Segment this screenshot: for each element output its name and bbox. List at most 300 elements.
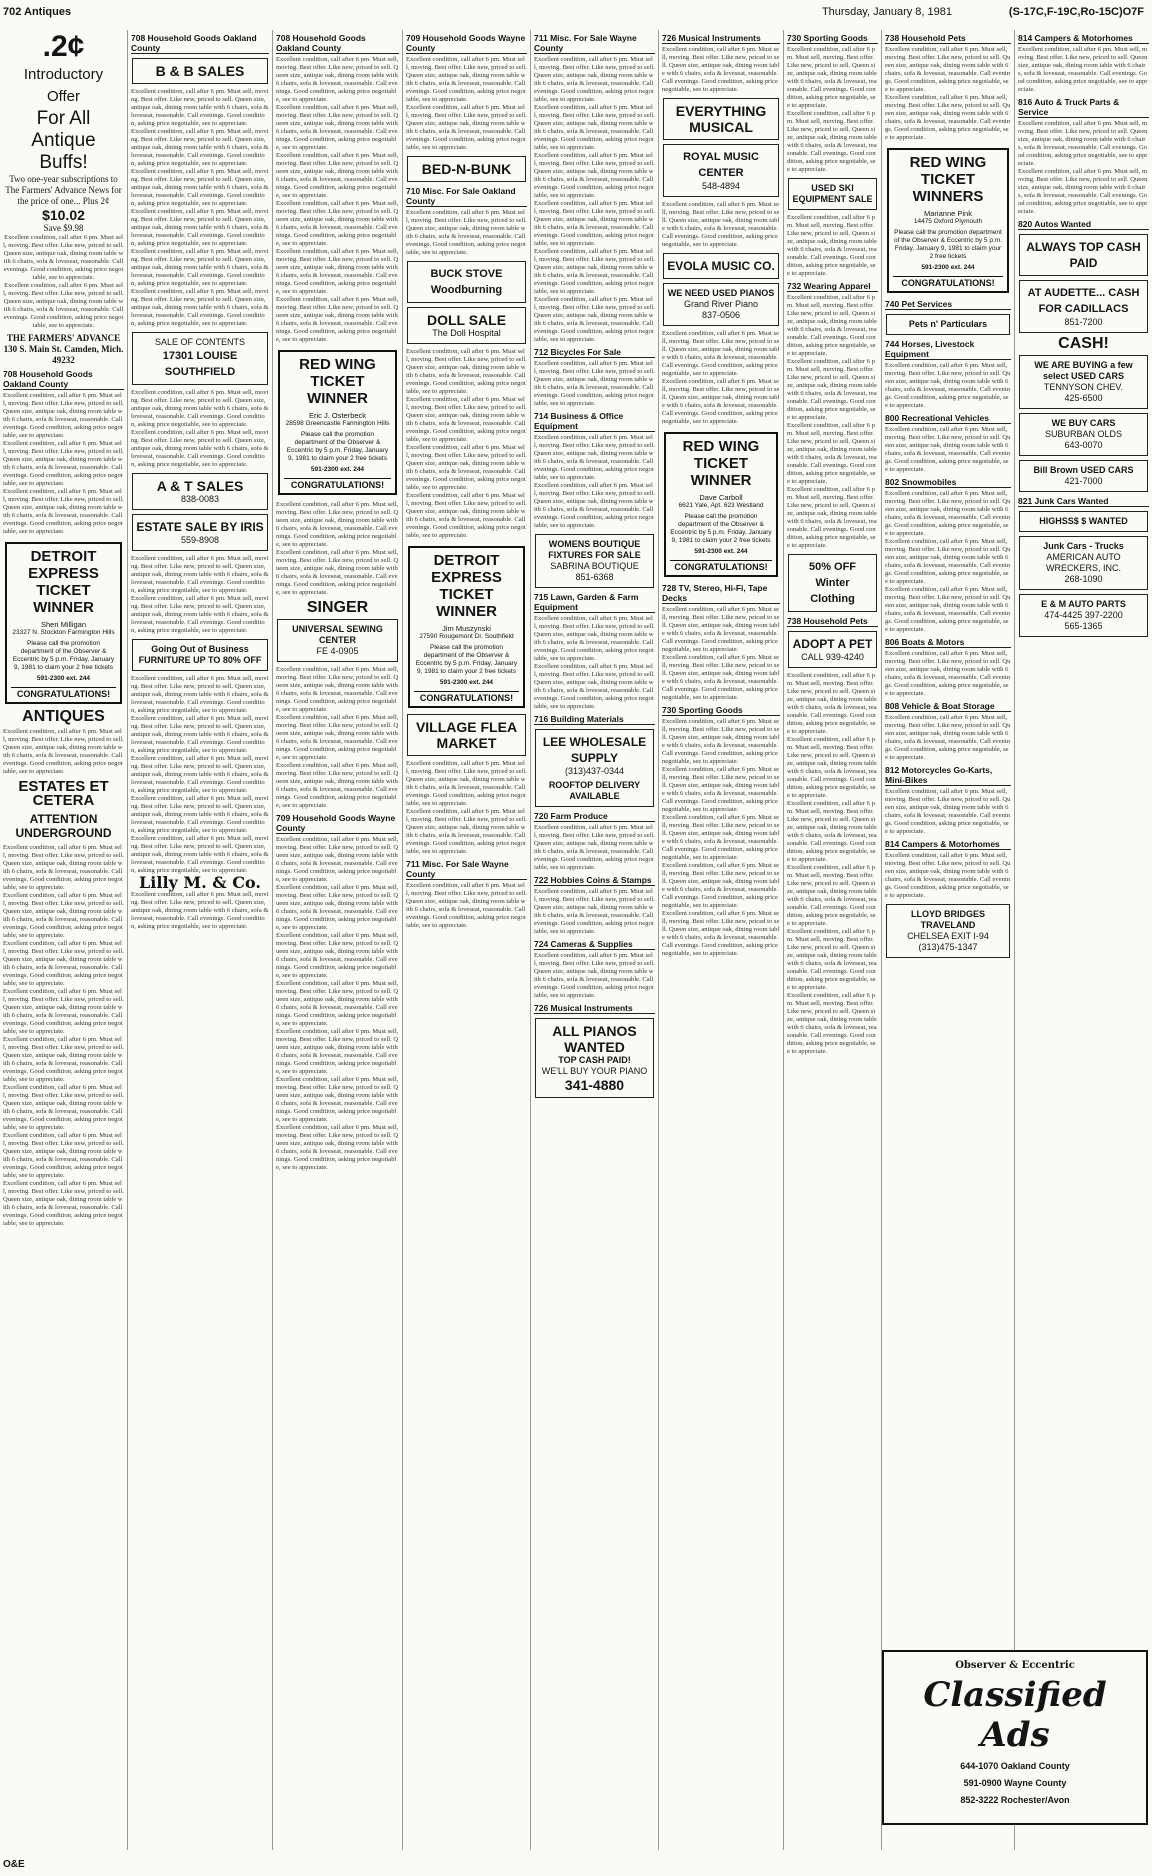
at-sales-ad — [132, 473, 268, 510]
filler-text: Excellent condition, call after 6 pm. Must sell, moving. Best offer. Like new, priced to sell. Queen size, antique oak, dining room table with 6 chairs, sofa & loveseat, reasonable. Call evenings. Good condition, asking price negotiable, see to appreciate. — [3, 1084, 124, 1131]
ad-title: LEE WHOLESALE SUPPLY — [542, 735, 647, 765]
filler-text: Excellent condition, call after 6 pm. Must sell, moving. Best offer. Like new, priced to sell. Queen size, antique oak, dining room table with 6 chairs, sofa & loveseat, reasonable. Call evenings. Good condition, asking price negotiable, see to appreciate. — [406, 104, 527, 151]
filler-text: Excellent condition, call after 6 pm. Must sell, moving. Best offer. Like new, priced to sell. Queen size, antique oak, dining room table with 6 chairs, sofa & loveseat, reasonable. Call evenings. Good condition, asking price negotiable, see to appreciate. — [276, 762, 399, 809]
page-section-label: 702 Antiques — [3, 6, 72, 18]
bed-n-bunk-ad — [407, 156, 526, 182]
winner-ticket — [664, 432, 778, 577]
filler-text: Excellent condition, call after 6 pm. Must sell, moving. Best offer. Like new, priced to sell. Queen size, antique oak, dining room table with 6 chairs, sofa & loveseat, reasonable. Call evenings. Good condition, asking price negotiable, see to appreciate. — [662, 766, 780, 813]
ad-title: 50% OFF Winter Clothing — [808, 561, 857, 605]
tennyson-ad — [1019, 355, 1148, 409]
ad-title: ALL PIANOS WANTED — [552, 1023, 637, 1055]
section-heading: 738 Household Pets — [787, 616, 878, 627]
section-heading: 720 Farm Produce — [534, 811, 655, 822]
filler-text: Excellent condition, call after 6 pm. Must sell, moving. Best offer. Like new, priced to sell. Queen size, antique oak, dining room table with 6 chairs, sofa & loveseat, reasonable. Call evenings. Good condition, asking price negotiable, see to appreciate. — [131, 168, 269, 207]
ad-phone: 643-0070 — [1064, 440, 1103, 450]
section-heading: 816 Auto & Truck Parts & Service — [1018, 97, 1149, 118]
filler-text: Excellent condition, call after 6 pm. Must sell, moving. Best offer. Like new, priced to sell. Queen size, antique oak, dining room table with 6 chairs, sofa & loveseat, reasonable. Call evenings. Good condition, asking price negotiable, see to appreciate. — [406, 444, 527, 491]
filler-text: Excellent condition, call after 6 pm. Must sell, moving. Best offer. Like new, priced to sell. Queen size, antique oak, dining room table with 6 chairs, sofa & loveseat, reasonable. Call evenings. Good condition, asking price negotiable, see to appreciate. — [787, 800, 877, 863]
ad-title: USED SKI EQUIPMENT SALE — [792, 183, 873, 204]
buffs-price: .2¢ — [42, 30, 85, 63]
ad-subtitle: TOP CASH PAID! — [558, 1055, 631, 1065]
filler-text: Excellent condition, call after 6 pm. Must sell, moving. Best offer. Like new, priced to sell. Queen size, antique oak, dining room table with 6 chairs, sofa & loveseat, reasonable. Call evenings. Good condition, asking price negotiable, see to appreciate. — [885, 852, 1011, 899]
american-auto-ad — [1019, 536, 1148, 590]
section-heading: 808 Vehicle & Boat Storage — [885, 701, 1011, 712]
ad-phone: FE 4-0905 — [316, 646, 359, 656]
ad-title: VILLAGE FLEA MARKET — [415, 719, 518, 751]
filler-text: Excellent condition, call after 6 pm. Must sell, moving. Best offer. Like new, priced to sell. Queen size, antique oak, dining room table with 6 chairs, sofa & loveseat, reasonable. Call evenings. Good condition, asking price negotiable, see to appreciate. — [885, 586, 1011, 633]
ad-phone: 851-6368 — [575, 572, 614, 582]
ticket-note: Please call the promotion department of the Observer & Eccentric by 5 p.m. Friday, January 9, 1981 to claim your 2 free tickets — [286, 431, 389, 462]
filler-text: Excellent condition, call after 6 pm. Must sell, moving. Best offer. Like new, priced to sell. Queen size, antique oak, dining room table with 6 chairs, sofa & loveseat, reasonable. Call evenings. Good condition, asking price negotiable, see to appreciate. — [131, 429, 269, 468]
filler-text: Excellent condition, call after 6 pm. Must sell, moving. Best offer. Like new, priced to sell. Queen size, antique oak, dining room table with 6 chairs, sofa & loveseat, reasonable. Call evenings. Good condition, asking price negotiable, see to appreciate. — [534, 615, 655, 662]
filler-text: Excellent condition, call after 6 pm. Must sell, moving. Best offer. Like new, priced to sell. Queen size, antique oak, dining room table with 6 chairs, sofa & loveseat, reasonable. Call evenings. Good condition, asking price negotiable, see to appreciate. — [276, 56, 399, 103]
ad-title: AT AUDETTE... CASH FOR CADILLACS — [1027, 287, 1140, 315]
filler-text: Excellent condition, call after 6 pm. Must sell, moving. Best offer. Like new, priced to sell. Queen size, antique oak, dining room table with 6 chairs, sofa & loveseat, reasonable. Call evenings. Good condition, asking price negotiable, see to appreciate. — [276, 836, 399, 883]
ticket-congrats: CONGRATULATIONS! — [11, 687, 116, 698]
ad-phone: 838-0083 — [180, 494, 220, 504]
filler-text: Excellent condition, call after 6 pm. Must sell, moving. Best offer. Like new, priced to sell. Queen size, antique oak, dining room table with 6 chairs, sofa & loveseat, reasonable. Call evenings. Good condition, asking price negotiable, see to appreciate. — [3, 488, 124, 535]
filler-text: Excellent condition, call after 6 pm. Must sell, moving. Best offer. Like new, priced to sell. Queen size, antique oak, dining room table with 6 chairs, sofa & loveseat, reasonable. Call evenings. Good condition, asking price negotiable, see to appreciate. — [534, 952, 655, 999]
page-footer: O&E — [3, 1859, 25, 1870]
filler-text: Excellent condition, call after 6 pm. Must sell, moving. Best offer. Like new, priced to sell. Queen size, antique oak, dining room table with 6 chairs, sofa & loveseat, reasonable. Call evenings. Good condition, asking price negotiable, see to appreciate. — [662, 654, 780, 701]
ad-phone: 548-4894 — [701, 181, 741, 191]
filler-text: Excellent condition, call after 6 pm. Must sell, moving. Best offer. Like new, priced to sell. Queen size, antique oak, dining room table with 6 chairs, sofa & loveseat, reasonable. Call evenings. Good condition, asking price negotiable, see to appreciate. — [885, 538, 1011, 585]
column-8 — [882, 30, 1015, 1850]
bill-brown-ad — [1019, 460, 1148, 492]
section-heading: 740 Pet Services — [885, 299, 1011, 310]
ticket-phone: 591-2300 ext. 244 — [921, 264, 975, 271]
edition-code: (S-17C,F-19C,Ro-15C)O7F — [1008, 6, 1144, 18]
lee-wholesale-ad — [535, 729, 654, 807]
filler-text: Excellent condition, call after 6 pm. Must sell, moving. Best offer. Like new, priced to sell. Queen size, antique oak, dining room table with 6 chairs, sofa & loveseat, reasonable. Call evenings. Good condition, asking price negotiable, see to appreciate. — [662, 718, 780, 765]
winner-name: Dave Carboll — [699, 493, 743, 502]
filler-text: Excellent condition, call after 6 pm. Must sell, moving. Best offer. Like new, priced to sell. Queen size, antique oak, dining room table with 6 chairs, sofa & loveseat, reasonable. Call evenings. Good condition, asking price negotiable, see to appreciate. — [787, 46, 877, 109]
filler-text: Excellent condition, call after 6 pm. Must sell, moving. Best offer. Like new, priced to sell. Queen size, antique oak, dining room table with 6 chairs, sofa & loveseat, reasonable. Call evenings. Good condition, asking price negotiable, see to appreciate. — [276, 296, 399, 343]
filler-text: Excellent condition, call after 6 pm. Must sell, moving. Best offer. Like new, priced to sell. Queen size, antique oak, dining room table with 6 chairs, sofa & loveseat, reasonable. Call evenings. Good condition, asking price negotiable, see to appreciate. — [662, 46, 780, 93]
winner-ticket — [887, 148, 1009, 293]
column-3 — [273, 30, 403, 1850]
masthead-phone: 852-3222 Rochester/Avon — [960, 1795, 1070, 1805]
masthead-phone: 644-1070 Oakland County — [960, 1761, 1070, 1771]
ad-phone: (313)475-1347 — [918, 942, 978, 952]
ticket-note: Please call the promotion department of the Observer & Eccentric by 5 p.m. Friday, January 9, 1981 to claim your 2 free tickets — [670, 513, 772, 544]
lloyd-bridges-ad — [886, 904, 1010, 958]
doll-sale-ad — [407, 307, 526, 344]
filler-text: Excellent condition, call after 6 pm. Must sell, moving. Best offer. Like new, priced to sell. Queen size, antique oak, dining room table with 6 chairs, sofa & loveseat, reasonable. Call evenings. Good condition, asking price negotiable, see to appreciate. — [131, 248, 269, 287]
filler-text: Excellent condition, call after 6 pm. Must sell, moving. Best offer. Like new, priced to sell. Queen size, antique oak, dining room table with 6 chairs, sofa & loveseat, reasonable. Call evenings. Good condition, asking price negotiable, see to appreciate. — [534, 200, 655, 247]
ticket-phone: 591-2300 ext. 244 — [439, 679, 494, 686]
ticket-title: RED WING TICKET WINNERS — [909, 154, 987, 205]
section-heading: 712 Bicycles For Sale — [534, 347, 655, 358]
winner-name: Jim Muszynski — [442, 624, 491, 633]
filler-text: Excellent condition, call after 6 pm. Must sell, moving. Best offer. Like new, priced to sell. Queen size, antique oak, dining room table with 6 chairs, sofa & loveseat, reasonable. Call evenings. Good condition, asking price negotiable, see to appreciate. — [534, 663, 655, 710]
sale-contents-ad — [132, 332, 268, 385]
filler-text: Excellent condition, call after 6 pm. Must sell, moving. Best offer. Like new, priced to sell. Queen size, antique oak, dining room table with 6 chairs, sofa & loveseat, reasonable. Call evenings. Good condition, asking price negotiable, see to appreciate. — [131, 288, 269, 327]
ad-title: WE NEED USED PIANOS — [667, 288, 775, 298]
going-out-ad — [132, 639, 268, 671]
audette-ad — [1019, 280, 1148, 333]
filler-text: Excellent condition, call after 6 pm. Must sell, moving. Best offer. Like new, priced to sell. Queen size, antique oak, dining room table with 6 chairs, sofa & loveseat, reasonable. Call evenings. Good condition, asking price negotiable, see to appreciate. — [276, 248, 399, 295]
filler-text: Excellent condition, call after 6 pm. Must sell, moving. Best offer. Like new, priced to sell. Queen size, antique oak, dining room table with 6 chairs, sofa & loveseat, reasonable. Call evenings. Good condition, asking price negotiable, see to appreciate. — [787, 486, 877, 549]
ad-subtitle: SUBURBAN OLDS — [1044, 429, 1123, 439]
village-flea-ad — [407, 714, 526, 756]
filler-text: Excellent condition, call after 6 pm. Must sell, moving. Best offer. Like new, priced to sell. Queen size, antique oak, dining room table with 6 chairs, sofa & loveseat, reasonable. Call evenings. Good condition, asking price negotiable, see to appreciate. — [534, 824, 655, 871]
section-heading: 726 Musical Instruments — [534, 1003, 655, 1014]
ad-title: Pets n' Particulars — [908, 319, 988, 329]
ad-title: LLOYD BRIDGES TRAVELAND — [910, 909, 985, 930]
section-heading: 708 Household Goods Oakland County — [276, 33, 399, 54]
ticket-note: Please call the promotion department of the Observer & Eccentric by 5 p.m. Friday, January 9, 1981 to claim your 2 free tickets — [893, 229, 1002, 260]
filler-text: Excellent condition, call after 6 pm. Must sell, moving. Best offer. Like new, priced to sell. Queen size, antique oak, dining room table with 6 chairs, sofa & loveseat, reasonable. Call evenings. Good condition, asking price negotiable, see to appreciate. — [406, 492, 527, 539]
ad-title: BED-N-BUNK — [421, 161, 512, 177]
buffs-line: Offer — [46, 88, 81, 105]
filler-text: Excellent condition, call after 6 pm. Must sell, moving. Best offer. Like new, priced to sell. Queen size, antique oak, dining room table with 6 chairs, sofa & loveseat, reasonable. Call evenings. Good condition, asking price negotiable, see to appreciate. — [534, 360, 655, 407]
filler-text: Excellent condition, call after 6 pm. Must sell, moving. Best offer. Like new, priced to sell. Queen size, antique oak, dining room table with 6 chairs, sofa & loveseat, reasonable. Call evenings. Good condition, asking price negotiable, see to appreciate. — [276, 884, 399, 931]
filler-text: Excellent condition, call after 6 pm. Must sell, moving. Best offer. Like new, priced to sell. Queen size, antique oak, dining room table with 6 chairs, sofa & loveseat, reasonable. Call evenings. Good condition, asking price negotiable, see to appreciate. — [3, 988, 124, 1035]
ad-title: DOLL SALE — [426, 312, 507, 328]
filler-text: Excellent condition, call after 6 pm. Must sell, moving. Best offer. Like new, priced to sell. Queen size, antique oak, dining room table with 6 chairs, sofa & loveseat, reasonable. Call evenings. Good condition, asking price negotiable, see to appreciate. — [3, 940, 124, 987]
ad-title: HIGHSS$ $ WANTED — [1039, 516, 1128, 526]
filler-text: Excellent condition, call after 6 pm. Must sell, moving. Best offer. Like new, priced to sell. Queen size, antique oak, dining room table with 6 chairs, sofa & loveseat, reasonable. Call evenings. Good condition, asking price negotiable, see to appreciate. — [787, 928, 877, 991]
section-heading: 716 Building Materials — [534, 714, 655, 725]
pianos-wanted-ad — [535, 1018, 654, 1098]
buffs-line: Buffs! — [39, 152, 88, 173]
section-heading: 714 Business & Office Equipment — [534, 411, 655, 432]
filler-text: Excellent condition, call after 6 pm. Must sell, moving. Best offer. Like new, priced to sell. Queen size, antique oak, dining room table with 6 chairs, sofa & loveseat, reasonable. Call evenings. Good condition, asking price negotiable, see to appreciate. — [131, 835, 269, 874]
ticket-title: RED WING TICKET WINNER — [299, 356, 376, 407]
ad-title: A & T SALES — [156, 478, 244, 494]
filler-text: Excellent condition, call after 6 pm. Must sell, moving. Best offer. Like new, priced to sell. Queen size, antique oak, dining room table with 6 chairs, sofa & loveseat, reasonable. Call evenings. Good condition, asking price negotiable, see to appreciate. — [885, 46, 1011, 93]
winner-name: Eric J. Osterbeck — [308, 411, 367, 420]
column-2 — [128, 30, 273, 1850]
section-heading: 814 Campers & Motorhomes — [1018, 33, 1149, 44]
section-heading: 728 TV, Stereo, Hi-Fi, Tape Decks — [662, 583, 780, 604]
filler-text: Excellent condition, call after 6 pm. Must sell, moving. Best offer. Like new, priced to sell. Queen size, antique oak, dining room table with 6 chairs, sofa & loveseat, reasonable. Call evenings. Good condition, asking price negotiable, see to appreciate. — [662, 201, 780, 248]
winner-address: 6621 Yale, Apt. 623 Westland — [678, 502, 764, 509]
page-header — [0, 0, 1152, 30]
buck-stove-ad — [407, 261, 526, 303]
winner-ticket — [408, 546, 525, 708]
filler-text: Excellent condition, call after 6 pm. Must sell, moving. Best offer. Like new, priced to sell. Queen size, antique oak, dining room table with 6 chairs, sofa & loveseat, reasonable. Call evenings. Good condition, asking price negotiable, see to appreciate. — [406, 348, 527, 395]
masthead-title: Classified Ads — [923, 1675, 1107, 1755]
filler-text: Excellent condition, call after 6 pm. Must sell, moving. Best offer. Like new, priced to sell. Queen size, antique oak, dining room table with 6 chairs, sofa & loveseat, reasonable. Call evenings. Good condition, asking price negotiable, see to appreciate. — [885, 490, 1011, 537]
filler-text: Excellent condition, call after 6 pm. Must sell, moving. Best offer. Like new, priced to sell. Queen size, antique oak, dining room table with 6 chairs, sofa & loveseat, reasonable. Call evenings. Good condition, asking price negotiable, see to appreciate. — [131, 88, 269, 127]
used-ski-ad — [788, 178, 877, 210]
adopt-pet-ad — [788, 631, 877, 668]
filler-text: Excellent condition, call after 6 pm. Must sell, moving. Best offer. Like new, priced to sell. Queen size, antique oak, dining room table with 6 chairs, sofa & loveseat, reasonable. Call evenings. Good condition, asking price negotiable, see to appreciate. — [276, 549, 399, 596]
ad-subtitle: SABRINA BOUTIQUE — [550, 561, 639, 571]
section-heading: 814 Campers & Motorhomes — [885, 839, 1011, 850]
section-heading: 722 Hobbies Coins & Stamps — [534, 875, 655, 886]
filler-text: Excellent condition, call after 6 pm. Must sell, moving. Best offer. Like new, priced to sell. Queen size, antique oak, dining room table with 6 chairs, sofa & loveseat, reasonable. Call evenings. Good condition, asking price negotiable, see to appreciate. — [885, 788, 1011, 835]
filler-text: Excellent condition, call after 6 pm. Must sell, moving. Best offer. Like new, priced to sell. Queen size, antique oak, dining room table with 6 chairs, sofa & loveseat, reasonable. Call evenings. Good condition, asking price negotiable, see to appreciate. — [787, 110, 877, 173]
filler-text: Excellent condition, call after 6 pm. Must sell, moving. Best offer. Like new, priced to sell. Queen size, antique oak, dining room table with 6 chairs, sofa & loveseat, reasonable. Call evenings. Good condition, asking price negotiable, see to appreciate. — [534, 104, 655, 151]
ad-phone: CALL 939-4240 — [801, 652, 864, 662]
filler-text: Excellent condition, call after 6 pm. Must sell, moving. Best offer. Like new, priced to sell. Queen size, antique oak, dining room table with 6 chairs, sofa & loveseat, reasonable. Call evenings. Good condition, asking price negotiable, see to appreciate. — [1018, 46, 1148, 93]
ad-title: SALE OF CONTENTS — [154, 337, 245, 347]
ad-title: E & M AUTO PARTS — [1041, 599, 1126, 609]
column-7 — [784, 30, 882, 1850]
ticket-phone: 591-2300 ext. 244 — [694, 548, 748, 555]
ad-subtitle: TENNYSON CHEV. — [1043, 382, 1124, 392]
ad-title: ESTATE SALE BY IRIS — [136, 520, 264, 534]
filler-text: Excellent condition, call after 6 pm. Must sell, moving. Best offer. Like new, priced to sell. Queen size, antique oak, dining room table with 6 chairs, sofa & loveseat, reasonable. Call evenings. Good condition, asking price negotiable, see to appreciate. — [885, 714, 1011, 761]
ad-phone: 837-0506 — [701, 310, 741, 320]
filler-text: Excellent condition, call after 6 pm. Must sell, moving. Best offer. Like new, priced to sell. Queen size, antique oak, dining room table with 6 chairs, sofa & loveseat, reasonable. Call evenings. Good condition, asking price negotiable, see to appreciate. — [534, 482, 655, 529]
section-heading: 730 Sporting Goods — [787, 33, 878, 44]
winner-address: 28598 Greencastle Farmington Hills — [285, 420, 390, 427]
filler-text: Excellent condition, call after 6 pm. Must sell, moving. Best offer. Like new, priced to sell. Queen size, antique oak, dining room table with 6 chairs, sofa & loveseat, reasonable. Call evenings. Good condition, asking price negotiable, see to appreciate. — [3, 392, 124, 439]
column-6 — [659, 30, 784, 1850]
always-top-cash-ad — [1019, 234, 1148, 276]
section-heading: 726 Musical Instruments — [662, 33, 780, 44]
masthead-publisher: Observer & Eccentric — [955, 1660, 1075, 1671]
classified-ads-masthead — [882, 1650, 1148, 1825]
filler-text: Excellent condition, call after 6 pm. Must sell, moving. Best offer. Like new, priced to sell. Queen size, antique oak, dining room table with 6 chairs, sofa & loveseat, reasonable. Call evenings. Good condition, asking price negotiable, see to appreciate. — [534, 56, 655, 103]
filler-text: Excellent condition, call after 6 pm. Must sell, moving. Best offer. Like new, priced to sell. Queen size, antique oak, dining room table with 6 chairs, sofa & loveseat, reasonable. Call evenings. Good condition, asking price negotiable, see to appreciate. — [3, 1036, 124, 1083]
filler-text: Excellent condition, call after 6 pm. Must sell, moving. Best offer. Like new, priced to sell. Queen size, antique oak, dining room table with 6 chairs, sofa & loveseat, reasonable. Call evenings. Good condition, asking price negotiable, see to appreciate. — [406, 808, 527, 855]
winner-address: 27590 Rougemont Dr. Southfield — [419, 633, 514, 640]
ticket-title: DETROIT EXPRESS TICKET WINNER — [431, 552, 502, 620]
ticket-congrats: CONGRATULATIONS! — [893, 276, 1003, 287]
filler-text: Excellent condition, call after 6 pm. Must sell, moving. Best offer. Like new, priced to sell. Queen size, antique oak, dining room table with 6 chairs, sofa & loveseat, reasonable. Call evenings. Good condition, asking price negotiable, see to appreciate. — [276, 152, 399, 199]
ticket-phone: 591-2300 ext. 244 — [310, 466, 365, 473]
ad-title: Junk Cars - Trucks — [1043, 541, 1124, 551]
highest-cash-ad — [1019, 511, 1148, 532]
ad-title: ROYAL MUSIC CENTER — [683, 151, 759, 179]
filler-text: Excellent condition, call after 6 pm. Must sell, moving. Best offer. Like new, priced to sell. Queen size, antique oak, dining room table with 6 chairs, sofa & loveseat, reasonable. Call evenings. Good condition, asking price negotiable, see to appreciate. — [131, 755, 269, 794]
filler-text: Excellent condition, call after 6 pm. Must sell, moving. Best offer. Like new, priced to sell. Queen size, antique oak, dining room table with 6 chairs, sofa & loveseat, reasonable. Call evenings. Good condition, asking price negotiable, see to appreciate. — [3, 440, 124, 487]
filler-text: Excellent condition, call after 6 pm. Must sell, moving. Best offer. Like new, priced to sell. Queen size, antique oak, dining room table with 6 chairs, sofa & loveseat, reasonable. Call evenings. Good condition, asking price negotiable, see to appreciate. — [3, 1180, 124, 1227]
filler-text: Excellent condition, call after 6 pm. Must sell, moving. Best offer. Like new, priced to sell. Queen size, antique oak, dining room table with 6 chairs, sofa & loveseat, reasonable. Call evenings. Good condition, asking price negotiable, see to appreciate. — [276, 932, 399, 979]
womens-boutique-ad — [535, 534, 654, 588]
filler-text: Excellent condition, call after 6 pm. Must sell, moving. Best offer. Like new, priced to sell. Queen size, antique oak, dining room table with 6 chairs, sofa & loveseat, reasonable. Call evenings. Good condition, asking price negotiable, see to appreciate. — [131, 891, 269, 930]
section-heading: 732 Wearing Apparel — [787, 281, 878, 292]
filler-text: Excellent condition, call after 6 pm. Must sell, moving. Best offer. Like new, priced to sell. Queen size, antique oak, dining room table with 6 chairs, sofa & loveseat, reasonable. Call evenings. Good condition, asking price negotiable, see to appreciate. — [276, 200, 399, 247]
masthead-phone: 591-0900 Wayne County — [963, 1778, 1067, 1788]
ad-title: Going Out of Business FURNITURE UP TO 80% OFF — [138, 644, 262, 665]
buffs-amount: $10.02 — [42, 207, 85, 223]
ad-title: EVOLA MUSIC CO. — [667, 259, 775, 273]
bb-sales-ad — [132, 58, 268, 84]
ad-title: WE BUY CARS — [1051, 418, 1116, 428]
filler-text: Excellent condition, call after 6 pm. Must sell, moving. Best offer. Like new, priced to sell. Queen size, antique oak, dining room table with 6 chairs, sofa & loveseat, reasonable. Call evenings. Good condition, asking price negotiable, see to appreciate. — [662, 910, 780, 957]
filler-text: Excellent condition, call after 6 pm. Must sell, moving. Best offer. Like new, priced to sell. Queen size, antique oak, dining room table with 6 chairs, sofa & loveseat, reasonable. Call evenings. Good condition, asking price negotiable, see to appreciate. — [885, 650, 1011, 697]
ad-phone: 425-6500 — [1064, 393, 1103, 403]
filler-text: Excellent condition, call after 6 pm. Must sell, moving. Best offer. Like new, priced to sell. Queen size, antique oak, dining room table with 6 chairs, sofa & loveseat, reasonable. Call evenings. Good condition, asking price negotiable, see to appreciate. — [131, 715, 269, 754]
filler-text: Excellent condition, call after 6 pm. Must sell, moving. Best offer. Like new, priced to sell. Queen size, antique oak, dining room table with 6 chairs, sofa & loveseat, reasonable. Call evenings. Good condition, asking price negotiable, see to appreciate. — [131, 555, 269, 594]
section-heading: 709 Household Goods Wayne County — [406, 33, 526, 53]
filler-text: Excellent condition, call after 6 pm. Must sell, moving. Best offer. Like new, priced to sell. Queen size, antique oak, dining room table with 6 chairs, sofa & loveseat, reasonable. Call evenings. Good condition, asking price negotiable, see to appreciate. — [276, 104, 399, 151]
ad-subtitle: ROOFTOP DELIVERY AVAILABLE — [548, 780, 641, 801]
ad-title: BUCK STOVE Woodburning — [430, 268, 503, 296]
attention-ad-title: ATTENTION UNDERGROUND — [15, 812, 112, 840]
filler-text: Excellent condition, call after 6 pm. Must sell, moving. Best offer. Like new, priced to sell. Queen size, antique oak, dining room table with 6 chairs, sofa & loveseat, reasonable. Call evenings. Good condition, asking price negotiable, see to appreciate. — [885, 94, 1011, 141]
filler-text: Excellent condition, call after 6 pm. Must sell, moving. Best offer. Like new, priced to sell. Queen size, antique oak, dining room table with 6 chairs, sofa & loveseat, reasonable. Call evenings. Good condition, asking price negotiable, see to appreciate. — [276, 666, 399, 713]
filler-text: Excellent condition, call after 6 pm. Must sell, moving. Best offer. Like new, priced to sell. Queen size, antique oak, dining room table with 6 chairs, sofa & loveseat, reasonable. Call evenings. Good condition, asking price negotiable, see to appreciate. — [131, 795, 269, 834]
ad-subtitle: CHELSEA EXIT I-94 — [907, 931, 989, 941]
filler-text: Excellent condition, call after 6 pm. Must sell, moving. Best offer. Like new, priced to sell. Queen size, antique oak, dining room table with 6 chairs, sofa & loveseat, reasonable. Call evenings. Good condition, asking price negotiable, see to appreciate. — [534, 434, 655, 481]
ticket-note: Please call the promotion department of the Observer & Eccentric by 5 p.m. Friday, January 9, 1981 to claim your 2 free tickets — [12, 640, 115, 671]
filler-text: Excellent condition, call after 6 pm. Must sell, moving. Best offer. Like new, priced to sell. Queen size, antique oak, dining room table with 6 chairs, sofa & loveseat, reasonable. Call evenings. Good condition, asking price negotiable, see to appreciate. — [3, 282, 124, 329]
section-heading: 708 Household Goods Oakland County — [3, 369, 124, 390]
section-heading: 802 Snowmobiles — [885, 477, 1011, 488]
column-9 — [1015, 30, 1152, 1850]
ad-phone: 565-1365 — [1064, 621, 1103, 631]
filler-text: Excellent condition, call after 6 pm. Must sell, moving. Best offer. Like new, priced to sell. Queen size, antique oak, dining room table with 6 chairs, sofa & loveseat, reasonable. Call evenings. Good condition, asking price negotiable, see to appreciate. — [662, 814, 780, 861]
filler-text: Excellent condition, call after 6 pm. Must sell, moving. Best offer. Like new, priced to sell. Queen size, antique oak, dining room table with 6 chairs, sofa & loveseat, reasonable. Call evenings. Good condition, asking price negotiable, see to appreciate. — [276, 1076, 399, 1123]
filler-text: Excellent condition, call after 6 pm. Must sell, moving. Best offer. Like new, priced to sell. Queen size, antique oak, dining room table with 6 chairs, sofa & loveseat, reasonable. Call evenings. Good condition, asking price negotiable, see to appreciate. — [3, 234, 124, 281]
section-heading: 800 Recreational Vehicles — [885, 413, 1011, 424]
filler-text: Excellent condition, call after 6 pm. Must sell, moving. Best offer. Like new, priced to sell. Queen size, antique oak, dining room table with 6 chairs, sofa & loveseat, reasonable. Call evenings. Good condition, asking price negotiable, see to appreciate. — [406, 760, 527, 807]
filler-text: Excellent condition, call after 6 pm. Must sell, moving. Best offer. Like new, priced to sell. Queen size, antique oak, dining room table with 6 chairs, sofa & loveseat, reasonable. Call evenings. Good condition, asking price negotiable, see to appreciate. — [787, 358, 877, 421]
ad-title: ADOPT A PET — [792, 637, 873, 651]
evola-ad — [663, 253, 779, 279]
winner-address: 23327 N. Stockton Farmington Hills — [12, 629, 115, 636]
classified-page — [0, 30, 1152, 1855]
ticket-congrats: CONGRATULATIONS! — [284, 478, 391, 489]
antiques-ad-title: ANTIQUES — [22, 708, 105, 725]
filler-text: Excellent condition, call after 6 pm. Must sell, moving. Best offer. Like new, priced to sell. Queen size, antique oak, dining room table with 6 chairs, sofa & loveseat, reasonable. Call evenings. Good condition, asking price negotiable, see to appreciate. — [276, 501, 399, 548]
ad-phone: (313)437-0344 — [564, 766, 625, 776]
section-heading: 820 Autos Wanted — [1018, 219, 1149, 230]
filler-text: Excellent condition, call after 6 pm. Must sell, moving. Best offer. Like new, priced to sell. Queen size, antique oak, dining room table with 6 chairs, sofa & loveseat, reasonable. Call evenings. Good condition, asking price negotiable, see to appreciate. — [662, 606, 780, 653]
filler-text: Excellent condition, call after 6 pm. Must sell, moving. Best offer. Like new, priced to sell. Queen size, antique oak, dining room table with 6 chairs, sofa & loveseat, reasonable. Call evenings. Good condition, asking price negotiable, see to appreciate. — [3, 728, 124, 775]
ticket-title: RED WING TICKET WINNER — [682, 438, 760, 489]
ticket-congrats: CONGRATULATIONS! — [414, 691, 519, 702]
buffs-contact: THE FARMERS' ADVANCE 130 S. Main St. Camden, Mich. 49232 — [3, 333, 124, 365]
section-heading: 744 Horses, Livestock Equipment — [885, 339, 1011, 360]
buffs-save: Save $9.98 — [43, 223, 84, 233]
ad-title: EVERYTHING MUSICAL — [675, 103, 767, 135]
filler-text: Excellent condition, call after 6 pm. Must sell, moving. Best offer. Like new, priced to sell. Queen size, antique oak, dining room table with 6 chairs, sofa & loveseat, reasonable. Call evenings. Good condition, asking price negotiable, see to appreciate. — [406, 882, 527, 929]
filler-text: Excellent condition, call after 6 pm. Must sell, moving. Best offer. Like new, priced to sell. Queen size, antique oak, dining room table with 6 chairs, sofa & loveseat, reasonable. Call evenings. Good condition, asking price negotiable, see to appreciate. — [787, 864, 877, 927]
section-heading: 711 Misc. For Sale Wayne County — [534, 33, 655, 54]
filler-text: Excellent condition, call after 6 pm. Must sell, moving. Best offer. Like new, priced to sell. Queen size, antique oak, dining room table with 6 chairs, sofa & loveseat, reasonable. Call evenings. Good condition, asking price negotiable, see to appreciate. — [406, 396, 527, 443]
page-date: Thursday, January 8, 1981 — [821, 6, 952, 18]
em-auto-ad — [1019, 594, 1148, 637]
filler-text: Excellent condition, call after 6 pm. Must sell, moving. Best offer. Like new, priced to sell. Queen size, antique oak, dining room table with 6 chairs, sofa & loveseat, reasonable. Call evenings. Good condition, asking price negotiable, see to appreciate. — [534, 248, 655, 295]
section-heading: 715 Lawn, Garden & Farm Equipment — [534, 592, 655, 613]
filler-text: Excellent condition, call after 6 pm. Must sell, moving. Best offer. Like new, priced to sell. Queen size, antique oak, dining room table with 6 chairs, sofa & loveseat, reasonable. Call evenings. Good condition, asking price negotiable, see to appreciate. — [3, 844, 124, 891]
everything-musical-ad — [663, 98, 779, 140]
filler-text: Excellent condition, call after 6 pm. Must sell, moving. Best offer. Like new, priced to sell. Queen size, antique oak, dining room table with 6 chairs, sofa & loveseat, reasonable. Call evenings. Good condition, asking price negotiable, see to appreciate. — [662, 862, 780, 909]
filler-text: Excellent condition, call after 6 pm. Must sell, moving. Best offer. Like new, priced to sell. Queen size, antique oak, dining room table with 6 chairs, sofa & loveseat, reasonable. Call evenings. Good condition, asking price negotiable, see to appreciate. — [131, 389, 269, 428]
filler-text: Excellent condition, call after 6 pm. Must sell, moving. Best offer. Like new, priced to sell. Queen size, antique oak, dining room table with 6 chairs, sofa & loveseat, reasonable. Call evenings. Good condition, asking price negotiable, see to appreciate. — [787, 294, 877, 357]
filler-text: Excellent condition, call after 6 pm. Must sell, moving. Best offer. Like new, priced to sell. Queen size, antique oak, dining room table with 6 chairs, sofa & loveseat, reasonable. Call evenings. Good condition, asking price negotiable, see to appreciate. — [131, 208, 269, 247]
winner-ticket — [5, 542, 122, 704]
filler-text: Excellent condition, call after 6 pm. Must sell, moving. Best offer. Like new, priced to sell. Queen size, antique oak, dining room table with 6 chairs, sofa & loveseat, reasonable. Call evenings. Good condition, asking price negotiable, see to appreciate. — [3, 892, 124, 939]
ticket-congrats: CONGRATULATIONS! — [670, 560, 772, 571]
winner-address: 14475 Oxford Plymouth — [913, 218, 983, 225]
section-heading: 738 Household Pets — [885, 33, 1011, 44]
singer-ad-title: SINGER — [306, 599, 369, 616]
ad-phone: 559-8908 — [180, 535, 220, 545]
filler-text: Excellent condition, call after 6 pm. Must sell, moving. Best offer. Like new, priced to sell. Queen size, antique oak, dining room table with 6 chairs, sofa & loveseat, reasonable. Call evenings. Good condition, asking price negotiable, see to appreciate. — [534, 888, 655, 935]
cash-ad-title: CASH! — [1058, 335, 1109, 352]
ad-subtitle: Grand River Piano — [683, 299, 759, 309]
section-heading: 806 Boats & Motors — [885, 637, 1011, 648]
ad-phone: 268-1090 — [1064, 574, 1103, 584]
filler-text: Excellent condition, call after 6 pm. Must sell, moving. Best offer. Like new, priced to sell. Queen size, antique oak, dining room table with 6 chairs, sofa & loveseat, reasonable. Call evenings. Good condition, asking price negotiable, see to appreciate. — [3, 1132, 124, 1179]
suburban-olds-ad — [1019, 413, 1148, 456]
ad-phone: 851-7200 — [1064, 317, 1103, 327]
ad-title: ALWAYS TOP CASH PAID — [1026, 240, 1141, 270]
filler-text: Excellent condition, call after 6 pm. Must sell, moving. Best offer. Like new, priced to sell. Queen size, antique oak, dining room table with 6 chairs, sofa & loveseat, reasonable. Call evenings. Good condition, asking price negotiable, see to appreciate. — [131, 128, 269, 167]
royal-music-ad — [663, 144, 779, 197]
filler-text: Excellent condition, call after 6 pm. Must sell, moving. Best offer. Like new, priced to sell. Queen size, antique oak, dining room table with 6 chairs, sofa & loveseat, reasonable. Call evenings. Good condition, asking price negotiable, see to appreciate. — [1018, 168, 1148, 215]
ad-address: 17301 LOUISE SOUTHFIELD — [162, 350, 238, 378]
filler-text: Excellent condition, call after 6 pm. Must sell, moving. Best offer. Like new, priced to sell. Queen size, antique oak, dining room table with 6 chairs, sofa & loveseat, reasonable. Call evenings. Good condition, asking price negotiable, see to appreciate. — [406, 209, 527, 256]
filler-text: Excellent condition, call after 6 pm. Must sell, moving. Best offer. Like new, priced to sell. Queen size, antique oak, dining room table with 6 chairs, sofa & loveseat, reasonable. Call evenings. Good condition, asking price negotiable, see to appreciate. — [662, 378, 780, 425]
buffs-body: Two one-year subscriptions to The Farmers' Advance News for the price of one... Plus 2¢ — [5, 174, 122, 206]
filler-text: Excellent condition, call after 6 pm. Must sell, moving. Best offer. Like new, priced to sell. Queen size, antique oak, dining room table with 6 chairs, sofa & loveseat, reasonable. Call evenings. Good condition, asking price negotiable, see to appreciate. — [787, 736, 877, 799]
ticket-title: DETROIT EXPRESS TICKET WINNER — [28, 548, 99, 616]
filler-text: Excellent condition, call after 6 pm. Must sell, moving. Best offer. Like new, priced to sell. Queen size, antique oak, dining room table with 6 chairs, sofa & loveseat, reasonable. Call evenings. Good condition, asking price negotiable, see to appreciate. — [131, 595, 269, 634]
ad-title: UNIVERSAL SEWING CENTER — [292, 624, 383, 645]
ad-title: WOMENS BOUTIQUE FIXTURES FOR SALE — [548, 539, 641, 560]
column-5 — [531, 30, 659, 1850]
filler-text: Excellent condition, call after 6 pm. Must sell, moving. Best offer. Like new, priced to sell. Queen size, antique oak, dining room table with 6 chairs, sofa & loveseat, reasonable. Call evenings. Good condition, asking price negotiable, see to appreciate. — [885, 426, 1011, 473]
section-heading: 709 Household Goods Wayne County — [276, 813, 399, 834]
buffs-line: Introductory — [23, 66, 104, 83]
column-1 — [0, 30, 128, 1850]
buffs-line: Antique — [31, 130, 96, 151]
section-heading: 821 Junk Cars Wanted — [1018, 496, 1149, 507]
filler-text: Excellent condition, call after 6 pm. Must sell, moving. Best offer. Like new, priced to sell. Queen size, antique oak, dining room table with 6 chairs, sofa & loveseat, reasonable. Call evenings. Good condition, asking price negotiable, see to appreciate. — [787, 422, 877, 485]
filler-text: Excellent condition, call after 6 pm. Must sell, moving. Best offer. Like new, priced to sell. Queen size, antique oak, dining room table with 6 chairs, sofa & loveseat, reasonable. Call evenings. Good condition, asking price negotiable, see to appreciate. — [885, 362, 1011, 409]
buffs-line: For All — [36, 108, 91, 129]
winner-name: Marianne Pink — [924, 209, 972, 218]
antique-buffs-ad — [3, 30, 124, 366]
lilly-ad-title: Lilly M. & Co. — [139, 873, 261, 892]
filler-text: Excellent condition, call after 6 pm. Must sell, moving. Best offer. Like new, priced to sell. Queen size, antique oak, dining room table with 6 chairs, sofa & loveseat, reasonable. Call evenings. Good condition, asking price negotiable, see to appreciate. — [787, 992, 877, 1055]
estate-iris-ad — [132, 514, 268, 551]
estates-ad-title: ESTATES ET CETERA — [18, 778, 109, 809]
grand-river-ad — [663, 283, 779, 326]
ad-subtitle: WE'LL BUY YOUR PIANO — [541, 1066, 648, 1076]
filler-text: Excellent condition, call after 6 pm. Must sell, moving. Best offer. Like new, priced to sell. Queen size, antique oak, dining room table with 6 chairs, sofa & loveseat, reasonable. Call evenings. Good condition, asking price negotiable, see to appreciate. — [276, 714, 399, 761]
section-heading: 812 Motorcycles Go-Karts, Mini-Bikes — [885, 765, 1011, 786]
ad-phone: 421-7000 — [1064, 476, 1103, 486]
ad-title: Bill Brown USED CARS — [1033, 465, 1134, 475]
ticket-phone: 591-2300 ext. 244 — [36, 675, 91, 682]
filler-text: Excellent condition, call after 6 pm. Must sell, moving. Best offer. Like new, priced to sell. Queen size, antique oak, dining room table with 6 chairs, sofa & loveseat, reasonable. Call evenings. Good condition, asking price negotiable, see to appreciate. — [276, 1124, 399, 1171]
filler-text: Excellent condition, call after 6 pm. Must sell, moving. Best offer. Like new, priced to sell. Queen size, antique oak, dining room table with 6 chairs, sofa & loveseat, reasonable. Call evenings. Good condition, asking price negotiable, see to appreciate. — [534, 296, 655, 343]
section-heading: 710 Misc. For Sale Oakland County — [406, 186, 527, 207]
section-heading: 724 Cameras & Supplies — [534, 939, 655, 950]
filler-text: Excellent condition, call after 6 pm. Must sell, moving. Best offer. Like new, priced to sell. Queen size, antique oak, dining room table with 6 chairs, sofa & loveseat, reasonable. Call evenings. Good condition, asking price negotiable, see to appreciate. — [787, 672, 877, 735]
ad-phone: 474-4425 397-2200 — [1044, 610, 1123, 620]
ad-title: B & B SALES — [155, 63, 245, 79]
filler-text: Excellent condition, call after 6 pm. Must sell, moving. Best offer. Like new, priced to sell. Queen size, antique oak, dining room table with 6 chairs, sofa & loveseat, reasonable. Call evenings. Good condition, asking price negotiable, see to appreciate. — [131, 675, 269, 714]
pets-particulars-ad — [886, 314, 1010, 335]
winner-ticket — [278, 350, 397, 495]
filler-text: Excellent condition, call after 6 pm. Must sell, moving. Best offer. Like new, priced to sell. Queen size, antique oak, dining room table with 6 chairs, sofa & loveseat, reasonable. Call evenings. Good condition, asking price negotiable, see to appreciate. — [276, 1028, 399, 1075]
winner-name: Sheri Milligan — [40, 620, 87, 629]
ad-phone: 341-4880 — [564, 1077, 625, 1093]
section-heading: 708 Household Goods Oakland County — [131, 33, 269, 54]
birmingham-resale-ad — [788, 554, 877, 612]
filler-text: Excellent condition, call after 6 pm. Must sell, moving. Best offer. Like new, priced to sell. Queen size, antique oak, dining room table with 6 chairs, sofa & loveseat, reasonable. Call evenings. Good condition, asking price negotiable, see to appreciate. — [662, 330, 780, 377]
column-4 — [403, 30, 531, 1850]
section-heading: 711 Misc. For Sale Wayne County — [406, 859, 527, 880]
filler-text: Excellent condition, call after 6 pm. Must sell, moving. Best offer. Like new, priced to sell. Queen size, antique oak, dining room table with 6 chairs, sofa & loveseat, reasonable. Call evenings. Good condition, asking price negotiable, see to appreciate. — [276, 980, 399, 1027]
ad-subtitle: The Doll Hospital — [432, 328, 501, 338]
ticket-note: Please call the promotion department of the Observer & Eccentric by 5 p.m. Friday, January 9, 1981 to claim your 2 free tickets — [415, 644, 518, 675]
ad-title: WE ARE BUYING a few select USED CARS — [1034, 360, 1133, 381]
filler-text: Excellent condition, call after 6 pm. Must sell, moving. Best offer. Like new, priced to sell. Queen size, antique oak, dining room table with 6 chairs, sofa & loveseat, reasonable. Call evenings. Good condition, asking price negotiable, see to appreciate. — [787, 214, 877, 277]
